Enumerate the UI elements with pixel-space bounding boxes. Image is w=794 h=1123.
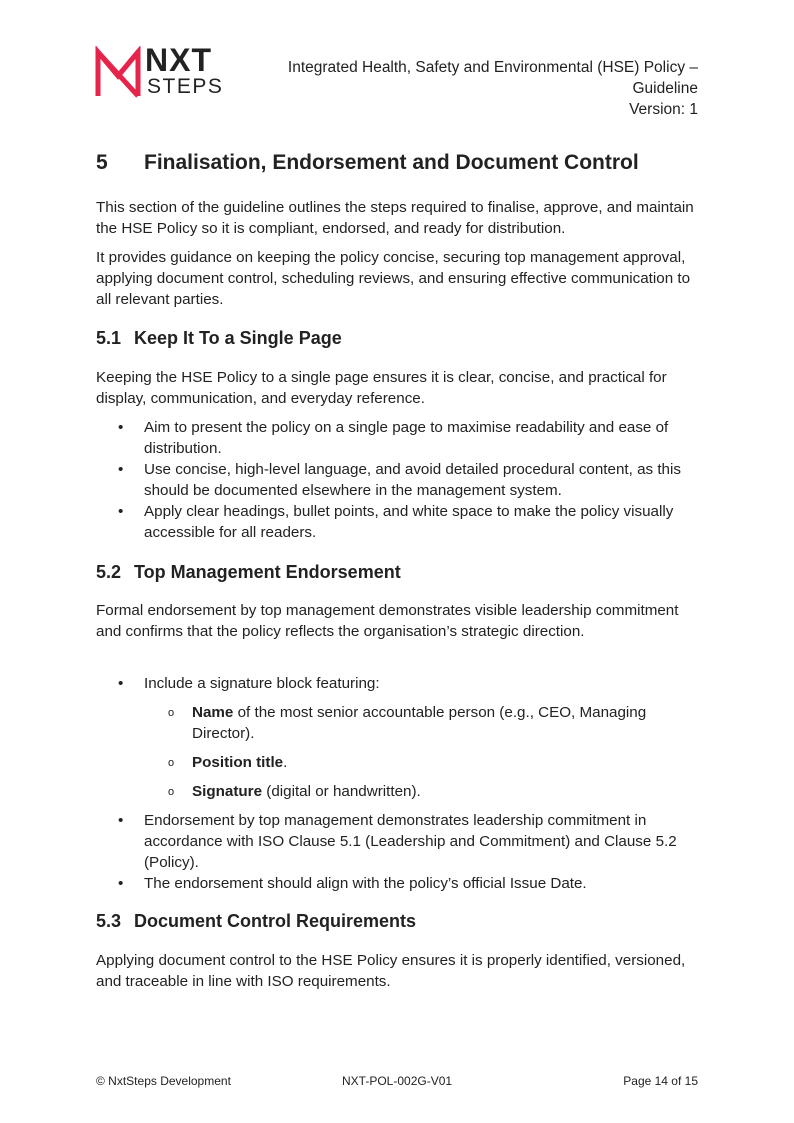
list-item: • Apply clear headings, bullet points, and white space to make the policy visually accessible for all readers.	[96, 501, 700, 543]
list-item: • The endorsement should align with the policy’s official Issue Date.	[96, 873, 700, 894]
section-5-3-number: 5.3	[96, 911, 122, 931]
document-version: Version: 1	[629, 101, 698, 118]
list-item: • Endorsement by top management demonstrates leadership commitment in accordance with ISO Clause 5.1 (Leadership and Commitment) and Clause 5.2 (Policy).	[96, 810, 700, 873]
section-5-2-paragraph: Formal endorsement by top management demonstrates visible leadership commitment and confirms that the policy reflects the organisation’s strategic direction.	[96, 602, 679, 640]
logo-text-nxt: NXT	[145, 42, 212, 78]
section-5-2-heading	[96, 562, 401, 583]
section-5-1-paragraph: Keeping the HSE Policy to a single page ensures it is clear, concise, and practical for display, communication, and everyday reference.	[96, 369, 667, 407]
section-5-2-number: 5.2	[96, 562, 122, 582]
sub-item-text: (digital or handwritten).	[262, 783, 421, 800]
company-logo	[94, 42, 226, 100]
sub-item-label: Name	[192, 704, 234, 721]
section-5-2-bullet-list	[96, 673, 700, 894]
footer-page-number: Page 14 of 15	[623, 1074, 698, 1088]
sub-list-item	[144, 702, 700, 744]
section-5-guidance-paragraph: It provides guidance on keeping the policy concise, securing top management approval, applying document control, scheduling reviews, and ensuring effective communication to all relevant parties.	[96, 249, 691, 308]
list-item	[96, 673, 700, 802]
section-5-title: Finalisation, Endorsement and Document Control	[144, 151, 639, 174]
list-item: • Use concise, high-level language, and avoid detailed procedural content, as this should be documented elsewhere in the management system.	[96, 459, 700, 501]
section-5-number: 5	[96, 151, 108, 174]
section-5-intro-paragraph: This section of the guideline outlines the steps required to finalise, approve, and maintain the HSE Policy so it is compliant, endorsed, and ready for distribution.	[96, 199, 694, 237]
header-title-line2: Guideline	[632, 80, 698, 97]
section-5-2-title: Top Management Endorsement	[134, 562, 401, 582]
logo-mark-icon	[94, 46, 144, 100]
document-header-title	[238, 57, 698, 99]
sub-list-item	[144, 752, 700, 773]
signature-block-bullet-text: Include a signature block featuring:	[144, 675, 380, 692]
sub-list-item	[144, 781, 700, 802]
sub-item-label: Signature	[192, 783, 263, 800]
signature-block-sub-list	[144, 702, 700, 802]
section-5-heading	[96, 151, 639, 175]
header-title-line1: Integrated Health, Safety and Environmental (HSE) Policy –	[287, 59, 698, 76]
section-5-3-paragraph: Applying document control to the HSE Policy ensures it is properly identified, versioned, and traceable in line with ISO requirements.	[96, 952, 686, 990]
section-5-1-title: Keep It To a Single Page	[134, 328, 342, 348]
section-5-1-bullet-list	[96, 417, 700, 543]
section-5-1-number: 5.1	[96, 328, 122, 348]
footer-document-code: NXT-POL-002G-V01	[342, 1074, 453, 1088]
logo-text-steps: STEPS	[147, 75, 224, 98]
list-item: • Aim to present the policy on a single page to maximise readability and ease of distribution.	[96, 417, 700, 459]
section-5-3-heading	[96, 911, 416, 932]
section-5-3-title: Document Control Requirements	[134, 911, 417, 931]
sub-item-text: .	[283, 754, 288, 771]
sub-item-label: Position title	[192, 754, 284, 771]
section-5-1-heading	[96, 328, 342, 349]
footer-copyright: © NxtSteps Development	[96, 1074, 231, 1088]
sub-item-text: of the most senior accountable person (e.g., CEO, Managing Director).	[192, 704, 647, 742]
